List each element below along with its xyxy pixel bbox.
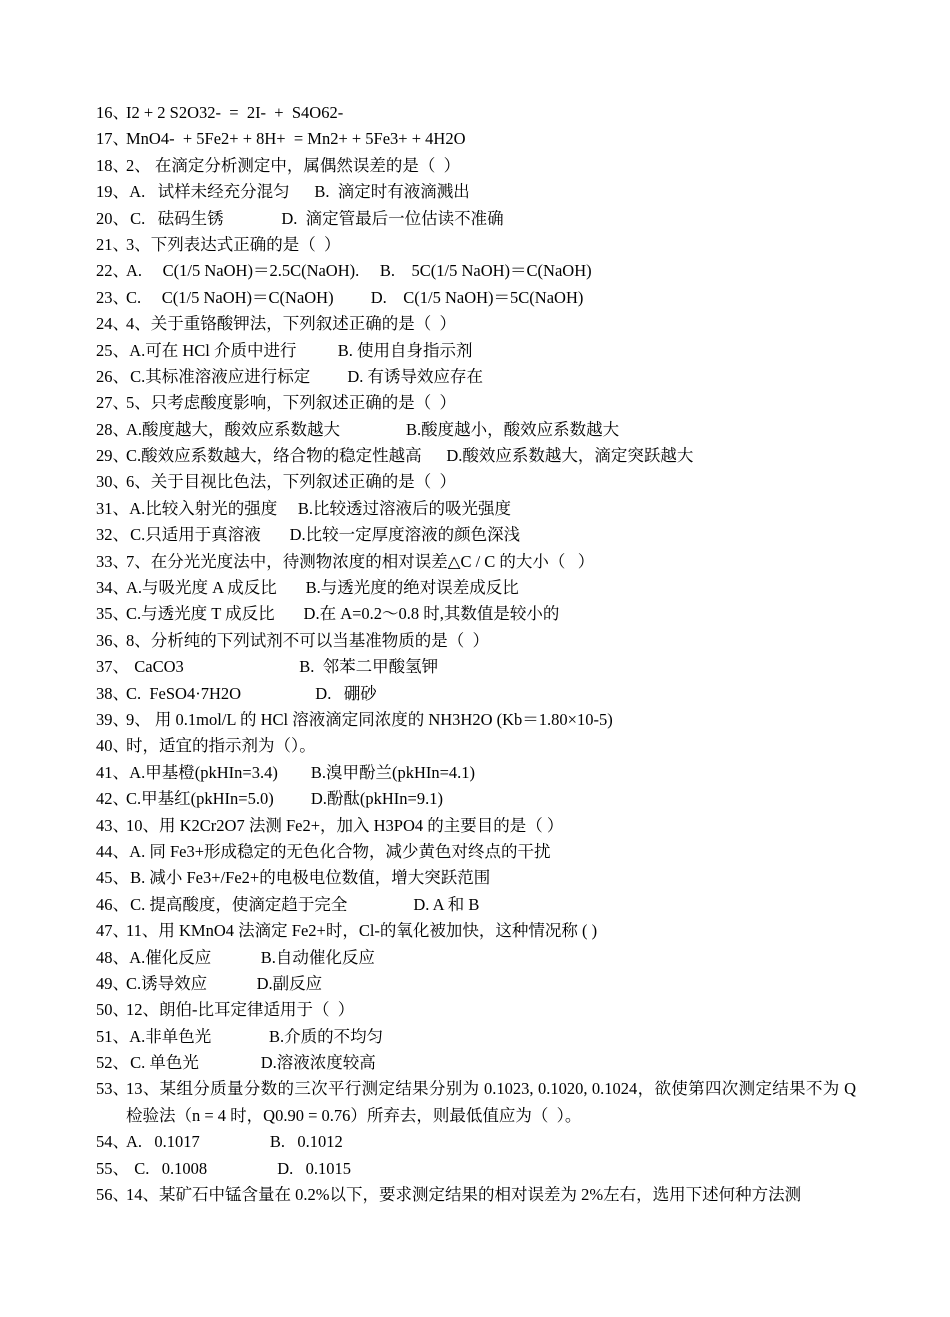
line-number: 52、	[96, 1053, 129, 1073]
line-text: C.酸效应系数越大，络合物的稳定性越高 D.酸效应系数越大，滴定突跃越大	[126, 446, 694, 466]
document-line	[96, 469, 856, 495]
document-line	[96, 258, 856, 284]
document-line	[96, 654, 856, 680]
line-text: A. 试样未经充分混匀 B. 滴定时有液滴溅出	[126, 182, 470, 202]
document-line	[96, 522, 856, 548]
line-text: CaCO3 B. 邻苯二甲酸氢钾	[126, 657, 439, 677]
line-text: A.比较入射光的强度 B.比较透过溶液后的吸光强度	[126, 498, 512, 518]
line-text: C. 单色光 D.溶液浓度较高	[126, 1053, 376, 1073]
line-number: 40、	[96, 736, 129, 756]
document-line	[96, 681, 856, 707]
line-text: C. FeSO4·7H2O D. 硼砂	[126, 683, 377, 703]
line-text: 3、下列表达式正确的是（ ）	[126, 234, 341, 254]
document-line	[96, 865, 856, 891]
line-number: 56、	[96, 1185, 129, 1205]
line-text: A.催化反应 B.自动催化反应	[126, 947, 375, 967]
line-text: C.其标准溶液应进行标定 D. 有诱导效应存在	[126, 366, 484, 386]
line-text: A.与吸光度 A 成反比 B.与透光度的绝对误差成反比	[126, 578, 519, 598]
line-number: 36、	[96, 630, 129, 650]
document-line	[96, 390, 856, 416]
line-number: 44、	[96, 841, 129, 861]
line-text: 5、只考虑酸度影响，下列叙述正确的是（ ）	[126, 393, 456, 413]
document-line	[96, 100, 856, 126]
document-line	[96, 549, 856, 575]
document-line	[96, 364, 856, 390]
line-number: 32、	[96, 525, 129, 545]
document-line	[96, 311, 856, 337]
document-line	[96, 1076, 861, 1129]
line-number: 39、	[96, 709, 129, 729]
document-line	[96, 601, 856, 627]
document-line	[96, 1024, 856, 1050]
line-number: 16、	[96, 103, 129, 122]
line-number: 34、	[96, 578, 129, 598]
line-number: 53、	[96, 1079, 129, 1099]
line-text: 14、某矿石中锰含量在 0.2%以下，要求测定结果的相对误差为 2%左右，选用下述何种方法测	[126, 1185, 802, 1205]
document-line	[96, 839, 856, 865]
document-line	[96, 760, 856, 786]
line-text: B. 减小 Fe3+/Fe2+的电极电位数值，增大突跃范围	[126, 868, 491, 888]
line-text: 10、用 K2Cr2O7 法测 Fe2+，加入 H3PO4 的主要目的是（ ）	[126, 815, 564, 835]
document-line	[96, 1182, 856, 1208]
document-line	[96, 126, 856, 152]
line-number: 19、	[96, 182, 129, 202]
line-number: 47、	[96, 921, 129, 941]
line-number: 35、	[96, 604, 129, 624]
line-number: 25、	[96, 340, 129, 360]
line-text: 13、某组分质量分数的三次平行测定结果分别为 0.1023, 0.1020, 0.1024，欲使第四次测定结果不为 Q 检验法（n = 4 时，Q0.90 = 0.76）所弃去，则最低值应为（ ）。	[126, 1079, 861, 1125]
document-line	[96, 1129, 856, 1155]
line-text: 时，适宜的指示剂为（）。	[126, 736, 316, 756]
document-line	[96, 707, 856, 733]
line-number: 55、	[96, 1158, 129, 1178]
line-text: A.非单色光 B.介质的不均匀	[126, 1026, 384, 1046]
document-line	[96, 786, 856, 812]
line-text: A.酸度越大，酸效应系数越大 B.酸度越小，酸效应系数越大	[126, 419, 620, 439]
line-number: 45、	[96, 868, 129, 888]
document-line	[96, 971, 856, 997]
line-number: 43、	[96, 815, 129, 835]
line-text: 8、分析纯的下列试剂不可以当基准物质的是（ ）	[126, 630, 489, 650]
line-number: 29、	[96, 446, 129, 466]
line-text: A. 同 Fe3+形成稳定的无色化合物，减少黄色对终点的干扰	[126, 841, 551, 861]
line-number: 18、	[96, 155, 129, 175]
document-line	[96, 338, 856, 364]
document-line	[96, 945, 856, 971]
line-text: A.甲基橙(pkHIn=3.4) B.溴甲酚兰(pkHIn=4.1)	[126, 762, 476, 782]
line-text: C. C(1/5 NaOH)＝C(NaOH) D. C(1/5 NaOH)＝5C(NaOH)	[126, 287, 584, 307]
line-text: C.诱导效应 D.副反应	[126, 973, 323, 993]
line-text: A. C(1/5 NaOH)＝2.5C(NaOH). B. 5C(1/5 NaOH)＝C(NaOH)	[126, 261, 592, 281]
line-number: 46、	[96, 894, 129, 914]
line-text: 12、朗伯-比耳定律适用于（ ）	[126, 1000, 355, 1020]
line-number: 38、	[96, 683, 129, 703]
line-number: 26、	[96, 366, 129, 386]
document-line	[96, 628, 856, 654]
document-line	[96, 892, 856, 918]
line-text: A.可在 HCl 介质中进行 B. 使用自身指示剂	[126, 340, 473, 360]
document-line	[96, 1050, 856, 1076]
line-number: 50、	[96, 1000, 129, 1020]
line-number: 21、	[96, 234, 129, 254]
line-text: 7、在分光光度法中，待测物浓度的相对误差△C / C 的大小（ ）	[126, 551, 595, 571]
line-number: 24、	[96, 314, 129, 334]
line-number: 30、	[96, 472, 129, 492]
line-text: MnO4- + 5Fe2+ + 8H+ = Mn2+ + 5Fe3+ + 4H2O	[126, 129, 466, 149]
line-text: C.与透光度 T 成反比 D.在 A=0.2～0.8 时,其数值是较小的	[126, 604, 560, 624]
line-text: 2、 在滴定分析测定中，属偶然误差的是（ ）	[126, 155, 461, 175]
line-number: 37、	[96, 657, 129, 677]
document-line	[96, 918, 856, 944]
document-line	[96, 285, 856, 311]
document-line	[96, 153, 856, 179]
question-list	[96, 100, 861, 1208]
line-number: 33、	[96, 551, 129, 571]
line-number: 51、	[96, 1026, 129, 1046]
line-text: 6、关于目视比色法，下列叙述正确的是（ ）	[126, 472, 456, 492]
line-number: 27、	[96, 393, 129, 413]
document-line	[96, 1156, 856, 1182]
line-text: C. 提高酸度，使滴定趋于完全 D. A 和 B	[126, 894, 480, 914]
line-text: 4、关于重铬酸钾法，下列叙述正确的是（ ）	[126, 314, 456, 334]
line-number: 28、	[96, 419, 129, 439]
line-number: 41、	[96, 762, 129, 782]
line-number: 17、	[96, 129, 129, 149]
line-text: C. 砝码生锈 D. 滴定管最后一位估读不准确	[126, 208, 504, 228]
document-line	[96, 179, 856, 205]
line-number: 49、	[96, 973, 129, 993]
document-line	[96, 417, 856, 443]
line-text: I2 + 2 S2O32- = 2I- + S4O62-	[126, 103, 344, 122]
line-text: C.只适用于真溶液 D.比较一定厚度溶液的颜色深浅	[126, 525, 521, 545]
document-line	[96, 733, 856, 759]
line-number: 42、	[96, 789, 129, 809]
document-line	[96, 496, 856, 522]
line-number: 22、	[96, 261, 129, 281]
line-number: 54、	[96, 1132, 129, 1152]
document-line	[96, 813, 856, 839]
line-number: 20、	[96, 208, 129, 228]
document-line	[96, 575, 856, 601]
document-line	[96, 997, 856, 1023]
line-number: 48、	[96, 947, 129, 967]
line-text: C.甲基红(pkHIn=5.0) D.酚酞(pkHIn=9.1)	[126, 789, 443, 809]
line-number: 23、	[96, 287, 129, 307]
line-text: 9、 用 0.1mol/L 的 HCl 溶液滴定同浓度的 NH3H2O (Kb＝1.80×10-5)	[126, 709, 613, 729]
line-number: 31、	[96, 498, 129, 518]
document-line	[96, 232, 856, 258]
line-text: A. 0.1017 B. 0.1012	[126, 1132, 343, 1152]
line-text: C. 0.1008 D. 0.1015	[126, 1158, 352, 1178]
line-text: 11、用 KMnO4 法滴定 Fe2+时，Cl-的氧化被加快，这种情况称 ( )	[126, 921, 598, 941]
document-line	[96, 443, 856, 469]
document-line	[96, 206, 856, 232]
